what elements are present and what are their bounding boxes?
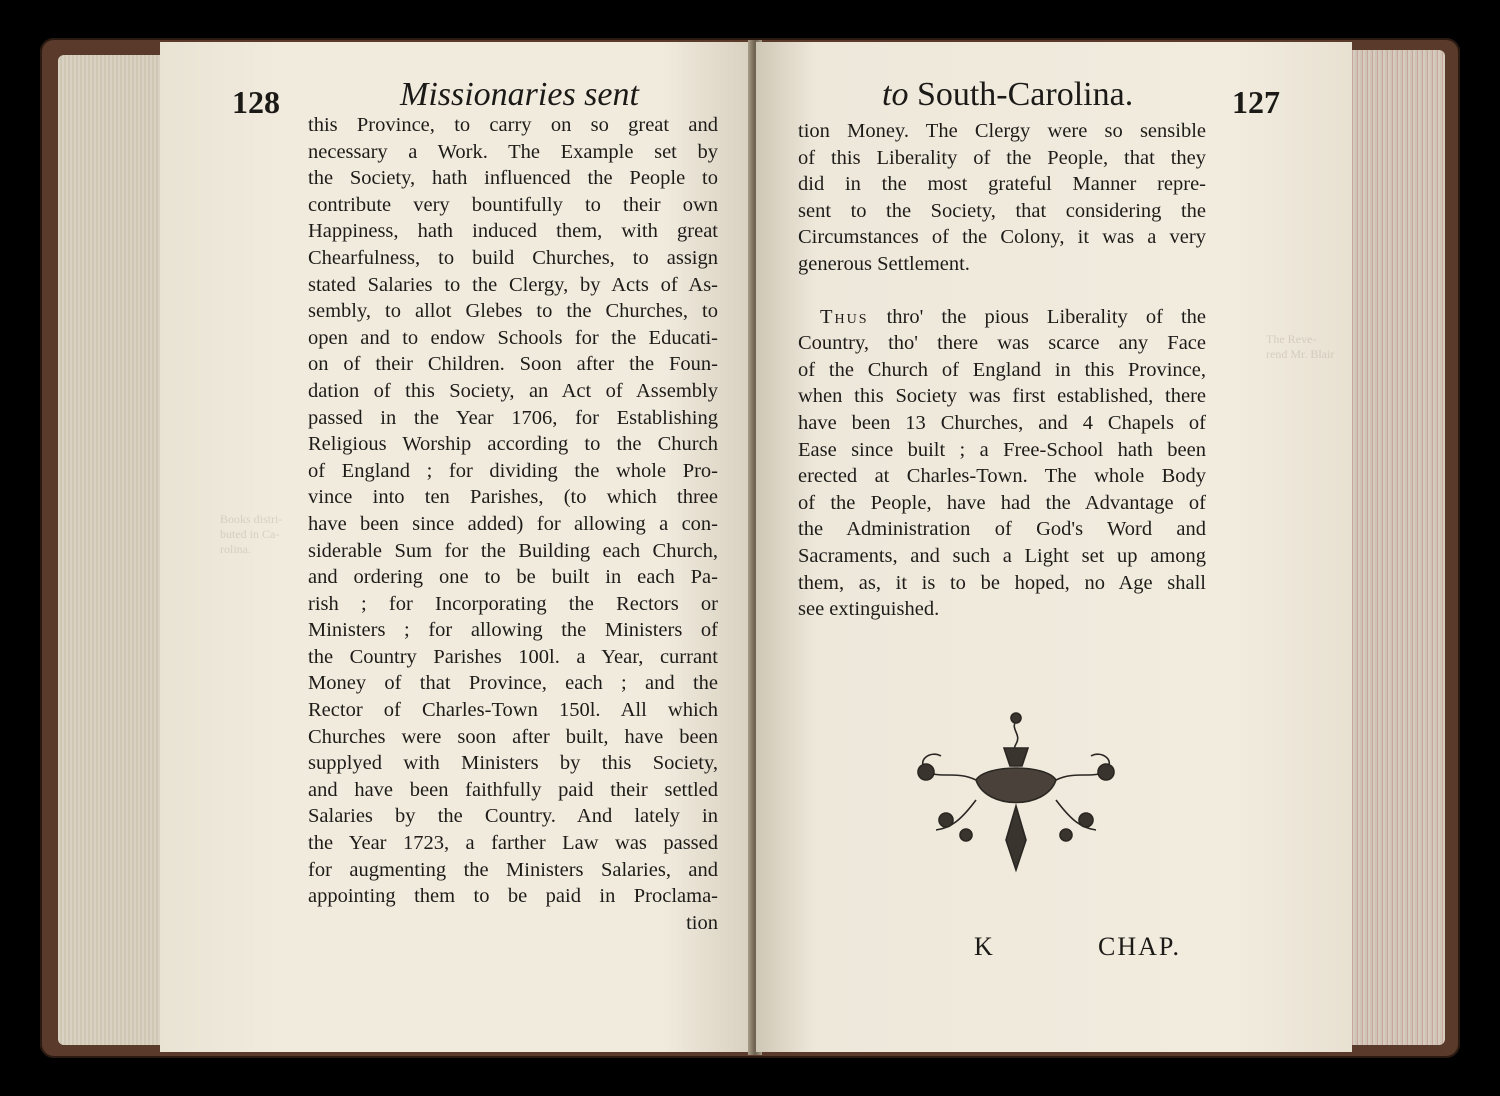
running-head: Missionaries sent [400,76,639,113]
text-line: stated Salaries to the Clergy, by Acts of As- [308,273,718,296]
right-page-edges [1345,50,1445,1045]
text-line: open and to endow Schools for the Educati- [308,326,718,349]
text-line: of the Church of England in this Province, [798,358,1206,381]
text-line: Ease since built ; a Free-School hath been [798,438,1206,461]
text-line: the Administration of God's Word and [798,518,1206,541]
text-line-rest: thro' the pious Liberality of the [868,305,1206,328]
right-page [756,42,1352,1052]
decorative-ornament-icon [906,710,1126,880]
left-page-edges [58,55,168,1045]
left-page-text [308,112,718,936]
catchword: tion [686,911,718,934]
text-line: Ministers ; for allowing the Ministers of [308,619,718,642]
text-line: Chearfulness, to build Churches, to assign [308,246,718,269]
text-line: of the People, have had the Advantage of [798,491,1206,514]
text-line: Rector of Charles-Town 150l. All which [308,699,718,722]
text-line [798,304,1206,331]
text-line: sembly, to allot Glebes to the Churches, to [308,300,718,323]
text-line: the Country Parishes 100l. a Year, currant [308,645,718,668]
text-line: of England ; for dividing the whole Pro- [308,459,718,482]
text-line: Sacraments, and such a Light set up among [798,544,1206,567]
running-head [882,76,1133,114]
catchword: CHAP. [1098,932,1181,961]
text-line: siderable Sum for the Building each Church, [308,539,718,562]
text-line: Circumstances of the Colony, it was a very [798,226,1206,249]
text-line: sent to the Society, that considering the [798,199,1206,222]
show-through-margin-note: The Reve-rend Mr. Blair [1266,332,1335,361]
text-line: and ordering one to be built in each Pa- [308,566,718,589]
text-line: have been 13 Churches, and 4 Chapels of [798,411,1206,434]
show-through-margin-note: Books distri-buted in Ca-rolina. [220,512,283,556]
paragraph-lead-word: Thus [820,305,869,328]
text-line: tion Money. The Clergy were so sensible [798,120,1206,142]
page-number: 127 [1232,84,1280,120]
running-head-prefix: to [882,76,909,113]
text-line: on of their Children. Soon after the Foun- [308,353,718,376]
text-line: and have been faithfully paid their settled [308,778,718,801]
paragraph-gap [798,278,1206,304]
left-page [160,42,752,1052]
text-line: passed in the Year 1706, for Establishing [308,406,718,429]
right-page-text [798,118,1206,623]
text-line: dation of this Society, an Act of Assembly [308,379,718,402]
text-line: Country, tho' there was scarce any Face [798,332,1206,355]
page-number: 128 [232,84,280,120]
text-line: when this Society was first established, there [798,385,1206,408]
text-line: have been since added) for allowing a con- [308,512,718,535]
text-line: the Year 1723, a farther Law was passed [308,832,718,855]
text-line: of this Liberality of the People, that they [798,146,1206,169]
text-line: Happiness, hath induced them, with great [308,220,718,243]
text-line: generous Settlement. [798,252,970,275]
text-line: Salaries by the Country. And lately in [308,805,718,828]
signature-mark: K [974,932,993,961]
text-line: them, as, it is to be hoped, no Age shall [798,571,1206,594]
text-line: Religious Worship according to the Church [308,433,718,456]
text-line: contribute very bountifully to their own [308,193,718,216]
text-line: the Society, hath influenced the People to [308,167,718,190]
text-line: Money of that Province, each ; and the [308,672,718,695]
text-line: for augmenting the Ministers Salaries, and [308,858,718,881]
text-line: necessary a Work. The Example set by [308,140,718,163]
text-line: see extinguished. [798,598,940,621]
text-line: did in the most grateful Manner repre- [798,173,1206,196]
text-line: supplyed with Ministers by this Society, [308,752,718,775]
text-line: vince into ten Parishes, (to which three [308,486,718,509]
text-line: erected at Charles-Town. The whole Body [798,465,1206,488]
text-line: rish ; for Incorporating the Rectors or [308,592,718,615]
text-line: Churches were soon after built, have been [308,725,718,748]
text-line: this Province, to carry on so great and [308,114,718,136]
text-line: appointing them to be paid in Proclama- [308,885,718,908]
running-head-title: South-Carolina. [916,76,1134,113]
